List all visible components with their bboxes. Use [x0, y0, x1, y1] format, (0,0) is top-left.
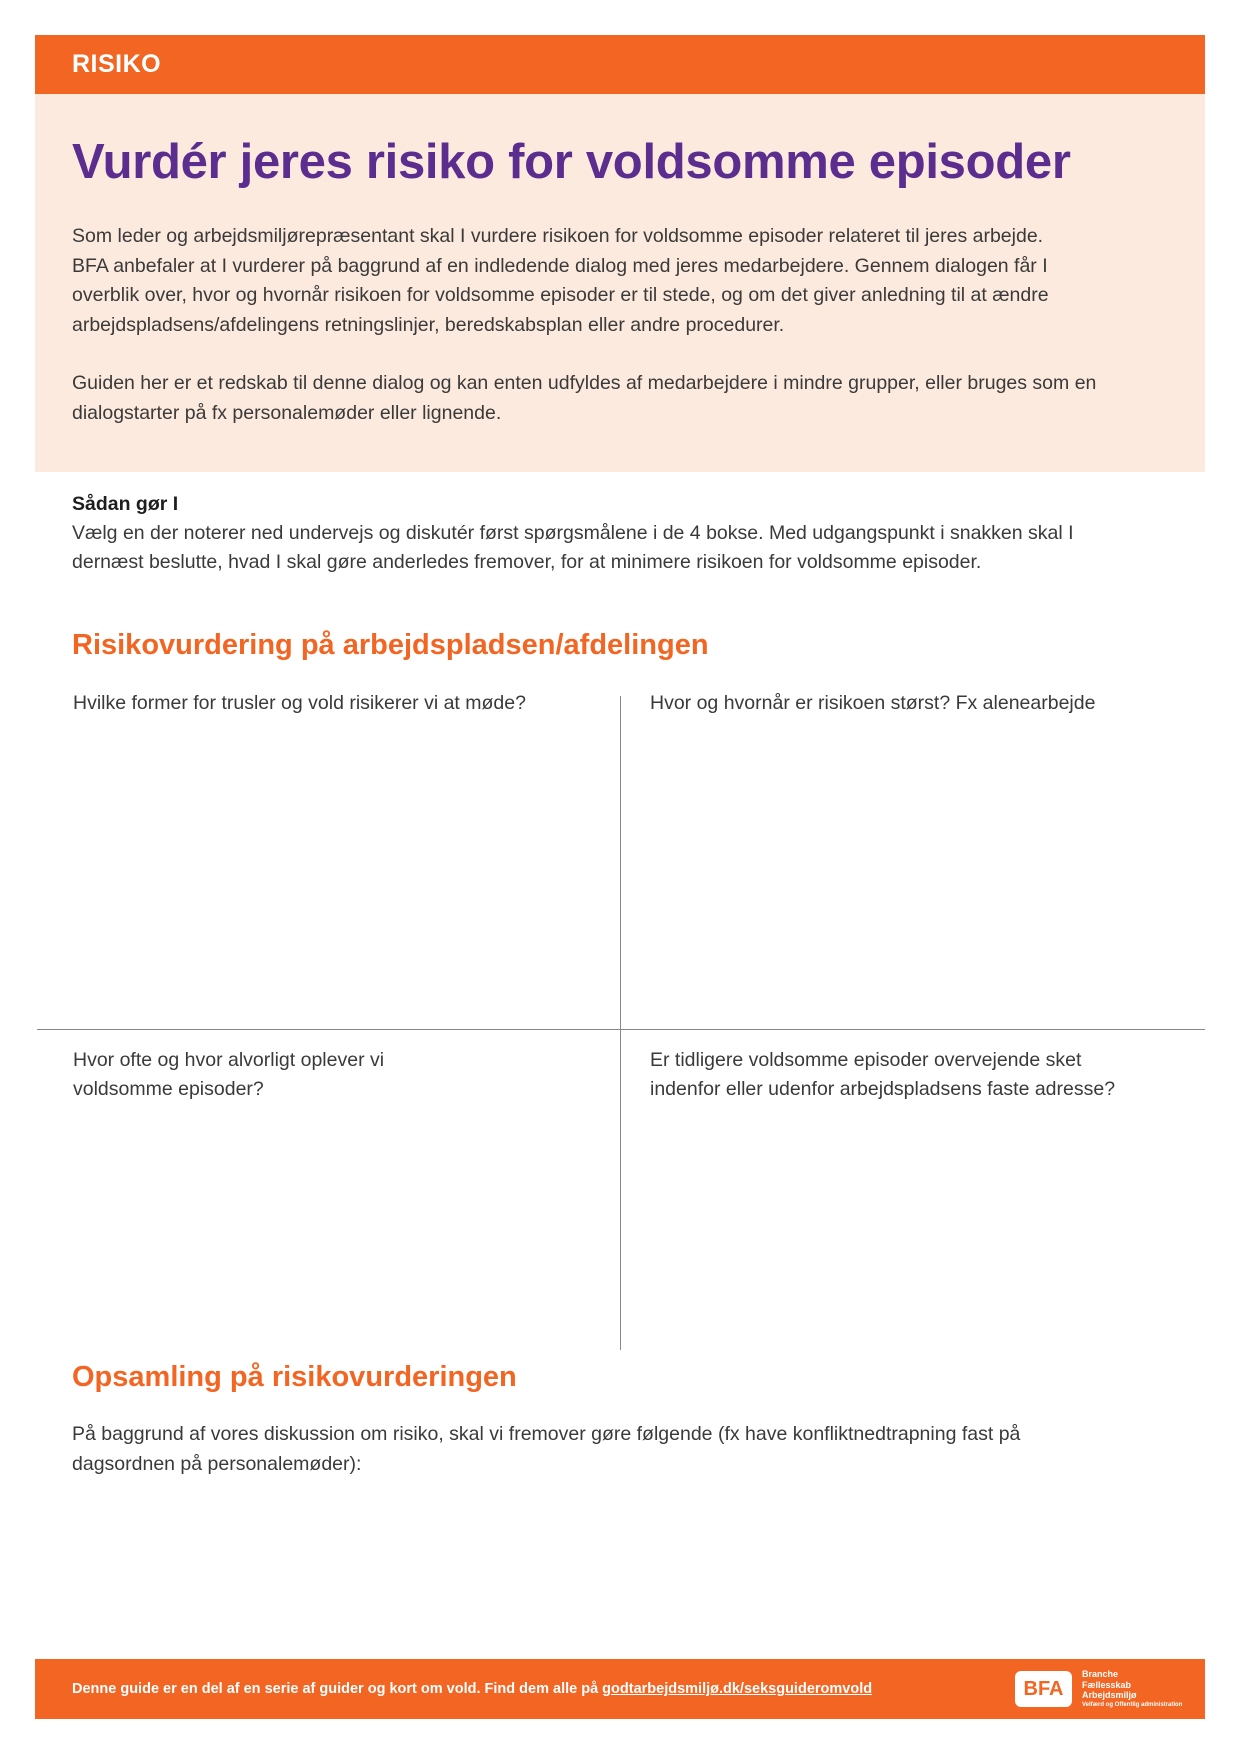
intro-line: Som leder og arbejdsmiljørepræsentant skal I vurdere risikoen for voldsomme episoder relateret til jeres arbejde.	[72, 225, 1044, 247]
how-to-title: Sådan gør I	[72, 493, 179, 515]
intro-line: Guiden her er et redskab til denne dialog og kan enten udfyldes af medarbejdere i mindre grupper, eller bruges som en	[72, 372, 1097, 394]
footer-bar	[35, 1659, 1205, 1719]
intro-line: arbejdspladsens/afdelingens retningslinjer, beredskabsplan eller andre procedurer.	[72, 313, 785, 336]
footer-link[interactable]: godtarbejdsmiljø.dk/seksguideromvold	[602, 1681, 873, 1697]
intro-line: dialogstarter på fx personalemøder eller lignende.	[72, 401, 502, 424]
intro-line: BFA anbefaler at I vurderer på baggrund af en indledende dialog med jeres medarbejdere. Gennem dialogen får I	[72, 254, 1048, 277]
intro-box	[35, 94, 1205, 472]
question-4-line: Er tidligere voldsomme episoder overvejende sket	[650, 1049, 1082, 1071]
question-3-line: voldsomme episoder?	[73, 1078, 264, 1100]
grid-divider-horizontal	[37, 1029, 1205, 1030]
grid-divider-vertical	[620, 696, 621, 1350]
question-1-line: Hvilke former for trusler og vold risikerer vi at møde?	[73, 692, 526, 714]
question-box-4[interactable]	[650, 1046, 1190, 1104]
bfa-logo-line: Arbejdsmiljø	[1082, 1690, 1137, 1700]
how-to-line: Vælg en der noterer ned undervejs og diskutér først spørgsmålene i de 4 bokse. Med udgangspunkt i snakken skal I	[72, 522, 1074, 544]
how-to-section	[72, 490, 1172, 577]
bfa-logo: BFA	[1015, 1671, 1072, 1707]
footer-caption: Denne guide er en del af en serie af guider og kort om vold. Find dem alle på	[72, 1681, 603, 1697]
question-2-line: Hvor og hvornår er risikoen størst? Fx alenearbejde	[650, 692, 1096, 714]
intro-paragraph-1	[72, 222, 1168, 340]
question-box-2[interactable]	[650, 689, 1190, 718]
question-box-1[interactable]	[73, 689, 603, 718]
question-3-line: Hvor ofte og hvor alvorligt oplever vi	[73, 1049, 385, 1071]
bfa-logo-text	[1082, 1669, 1182, 1710]
summary-box[interactable]	[72, 1420, 1132, 1479]
footer-text	[72, 1659, 872, 1719]
how-to-line: dernæst beslutte, hvad I skal gøre anderledes fremover, for at minimere risikoen for voldsomme episoder.	[72, 551, 982, 573]
intro-line: overblik over, hvor og hvornår risikoen for voldsomme episoder er til stede, og om det giver anledning til at ændre	[72, 284, 1049, 306]
bfa-logo-line: Branche	[1082, 1669, 1119, 1679]
summary-line: På baggrund af vores diskussion om risiko, skal vi fremover gøre følgende (fx have konfliktnedtrapning fast på	[72, 1423, 1021, 1445]
page-title: Vurdér jeres risiko for voldsomme episoder	[72, 135, 1071, 189]
bfa-logo-line: Fællesskab	[1082, 1679, 1132, 1690]
bfa-logo-subline: Velfærd og Offentlig administration	[1082, 1701, 1183, 1708]
question-4-line: indenfor eller udenfor arbejdspladsens faste adresse?	[650, 1078, 1116, 1100]
summary-line: dagsordnen på personalemøder):	[72, 1452, 362, 1475]
header-bar	[35, 35, 1205, 94]
intro-paragraph-2	[72, 369, 1168, 428]
question-box-3[interactable]	[73, 1046, 603, 1104]
summary-title: Opsamling på risikovurderingen	[72, 1361, 517, 1393]
header-label: RISIKO	[72, 50, 162, 78]
assessment-title: Risikovurdering på arbejdspladsen/afdelingen	[72, 629, 709, 661]
